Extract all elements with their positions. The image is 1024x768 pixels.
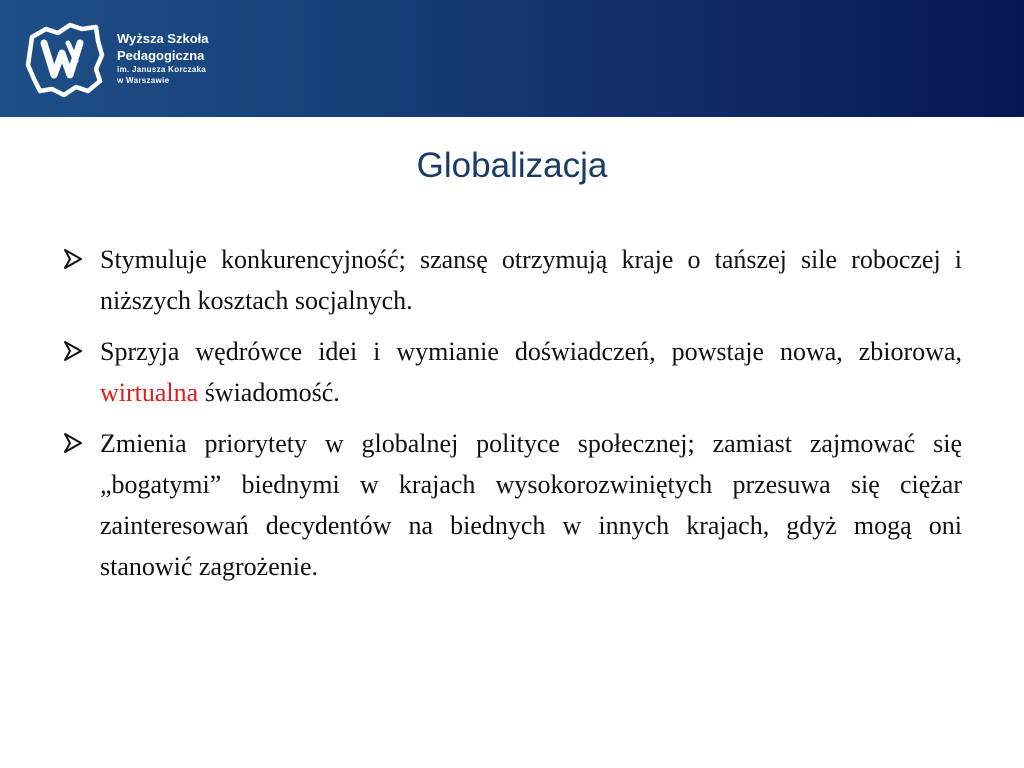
logo-text — [117, 30, 209, 86]
school-name-line2: Pedagogiczna — [117, 48, 205, 63]
arrow-bullet-icon — [62, 423, 100, 459]
bullet-text-3: Zmienia priorytety w globalnej polityce społecznej; zamiast zajmować się „bogatymi” biednymi w krajach wysokorozwiniętych przesuwa się ciężar zainteresowań decydentów na biednych w innych krajach, gdyż mogą oni stanowić zagrożenie. — [100, 429, 962, 581]
school-name-line1: Wyższa Szkoła — [117, 31, 209, 46]
bullet-text-1: Stymuluje konkurencyjność; szansę otrzymują kraje o tańszej sile roboczej i niższych kosztach socjalnych. — [100, 245, 962, 315]
header-banner — [0, 0, 1024, 117]
school-name-line3: im. Janusza Korczaka — [117, 65, 207, 74]
bullet-text-2 — [100, 331, 962, 413]
arrow-bullet-icon — [62, 239, 100, 275]
highlighted-word: wirtualna — [100, 378, 199, 407]
school-name-line4: w Warszawie — [117, 76, 170, 85]
bullet-item-3 — [62, 423, 962, 587]
bullet-list — [62, 239, 962, 597]
bullet-text-2-start: Sprzyja wędrówce idei i wymianie doświadczeń, powstaje nowa, zbiorowa, — [100, 337, 962, 366]
arrow-bullet-icon — [62, 331, 100, 367]
poland-map-w-logo-icon — [22, 17, 106, 101]
slide-title: Globalizacja — [416, 146, 608, 185]
bullet-item-1 — [62, 239, 962, 321]
bullet-text-2-end: świadomość. — [198, 378, 340, 407]
bullet-item-2 — [62, 331, 962, 413]
